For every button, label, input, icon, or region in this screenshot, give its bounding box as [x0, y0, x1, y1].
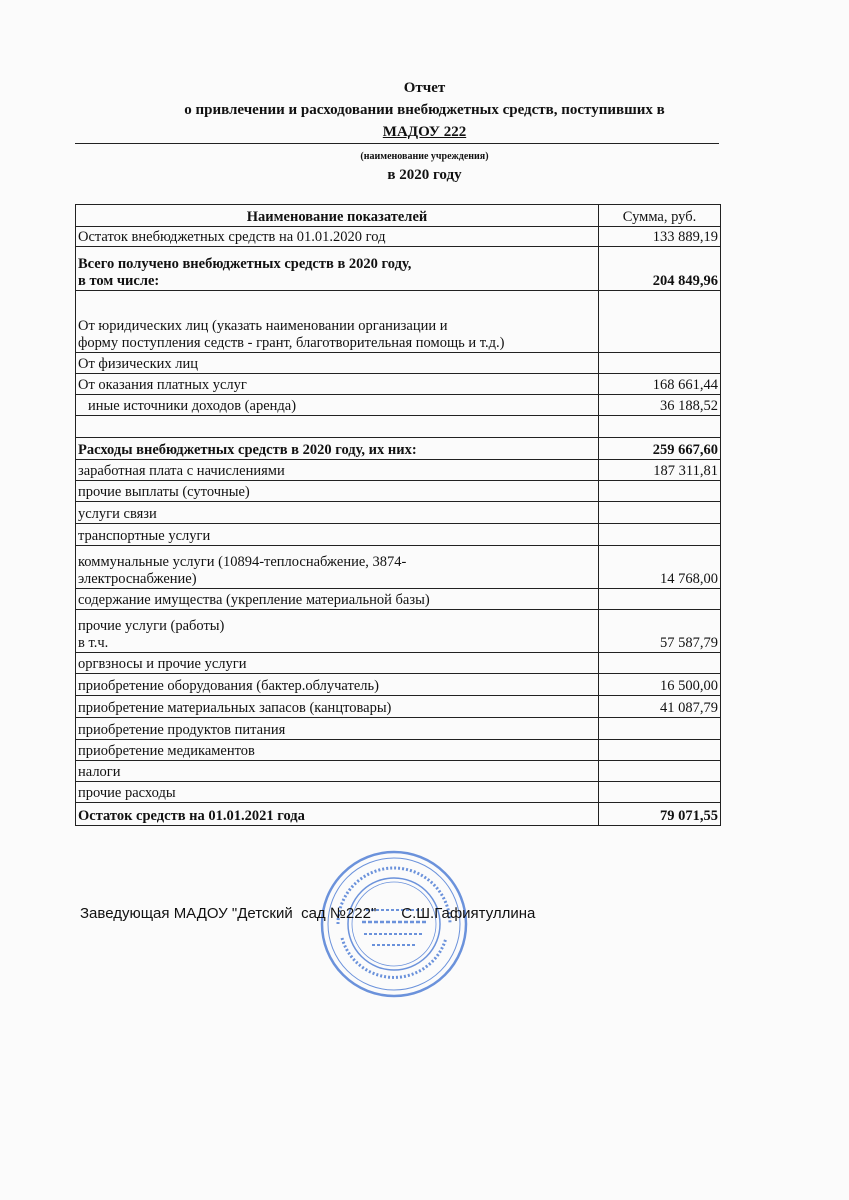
table-row	[76, 761, 721, 782]
row-name	[76, 416, 599, 438]
report-subtitle: о привлечении и расходовании внебюджетных средств, поступивших в	[184, 102, 665, 118]
table-row-empty	[76, 416, 721, 438]
row-name: От физических лиц	[76, 353, 599, 374]
row-value: 187 311,81	[599, 460, 721, 481]
table-row	[76, 247, 721, 291]
table-row	[76, 502, 721, 524]
row-value: 204 849,96	[599, 247, 721, 291]
table-row	[76, 524, 721, 546]
table-row	[76, 610, 721, 653]
row-name: оргвзносы и прочие услуги	[76, 653, 599, 674]
row-name: заработная плата с начислениями	[76, 460, 599, 481]
row-name	[76, 291, 599, 353]
row-name-line2: в том числе:	[78, 273, 160, 289]
table-row	[76, 696, 721, 718]
row-name: транспортные услуги	[76, 524, 599, 546]
row-value: 14 768,00	[599, 546, 721, 589]
table-row	[76, 460, 721, 481]
row-name: прочие расходы	[76, 782, 599, 803]
organization-underline	[75, 143, 719, 144]
row-value	[599, 481, 721, 502]
row-value	[599, 740, 721, 761]
row-value	[599, 524, 721, 546]
table-row	[76, 782, 721, 803]
row-name: услуги связи	[76, 502, 599, 524]
row-name	[76, 247, 599, 291]
row-name: Остаток средств на 01.01.2021 года	[76, 803, 599, 826]
row-value: 79 071,55	[599, 803, 721, 826]
row-value	[599, 718, 721, 740]
row-name-line1: Всего получено внебюджетных средств в 2020 году,	[78, 256, 412, 272]
column-header-sum: Сумма, руб.	[599, 205, 721, 227]
row-name: Остаток внебюджетных средств на 01.01.2020 год	[76, 227, 599, 247]
row-name-line1: От юридических лиц (указать наименовании организации и	[78, 318, 448, 334]
row-value: 168 661,44	[599, 374, 721, 395]
table-row	[76, 718, 721, 740]
table-row	[76, 546, 721, 589]
table-row-total	[76, 803, 721, 826]
row-name-line2: форму поступления седств - грант, благотворительная помощь и т.д.)	[78, 335, 505, 351]
row-value: 41 087,79	[599, 696, 721, 718]
organization-caption: (наименование учреждения)	[360, 151, 489, 162]
table-row	[76, 438, 721, 460]
row-value	[599, 782, 721, 803]
row-value	[599, 291, 721, 353]
column-header-name: Наименование показателей	[76, 205, 599, 227]
row-name: приобретение медикаментов	[76, 740, 599, 761]
row-name: приобретение материальных запасов (канцтовары)	[76, 696, 599, 718]
report-title: Отчет	[403, 80, 446, 96]
row-value: 133 889,19	[599, 227, 721, 247]
table-row	[76, 653, 721, 674]
row-value	[599, 653, 721, 674]
table-row	[76, 395, 721, 416]
signature-line: Заведующая МАДОУ "Детский сад №222" С.Ш.Гафиятуллина	[80, 905, 536, 922]
row-name: приобретение продуктов питания	[76, 718, 599, 740]
row-name-line1: коммунальные услуги (10894-теплоснабжение, 3874-	[78, 554, 407, 570]
report-year: в 2020 году	[387, 167, 462, 183]
row-value	[599, 353, 721, 374]
row-value: 16 500,00	[599, 674, 721, 696]
row-name: приобретение оборудования (бактер.облучатель)	[76, 674, 599, 696]
table-row	[76, 374, 721, 395]
row-name: прочие выплаты (суточные)	[76, 481, 599, 502]
table-row	[76, 740, 721, 761]
row-name: налоги	[76, 761, 599, 782]
row-name-line2: в т.ч.	[78, 635, 109, 651]
organization-name: МАДОУ 222	[382, 124, 467, 140]
table-row	[76, 353, 721, 374]
row-value	[599, 502, 721, 524]
table-row	[76, 481, 721, 502]
row-value: 259 667,60	[599, 438, 721, 460]
table-row	[76, 674, 721, 696]
table-row	[76, 589, 721, 610]
row-value: 36 188,52	[599, 395, 721, 416]
official-seal-icon	[318, 848, 470, 1000]
row-name	[76, 610, 599, 653]
row-value	[599, 416, 721, 438]
row-name-line2: электроснабжение)	[78, 571, 197, 587]
row-name: содержание имущества (укрепление материальной базы)	[76, 589, 599, 610]
report-table	[75, 204, 721, 826]
table-row	[76, 227, 721, 247]
row-name: Расходы внебюджетных средств в 2020 году, их них:	[76, 438, 599, 460]
row-name: От оказания платных услуг	[76, 374, 599, 395]
row-name-line1: прочие услуги (работы)	[78, 618, 225, 634]
table-row	[76, 291, 721, 353]
row-name	[76, 546, 599, 589]
table-header-row	[76, 205, 721, 227]
row-name: иные источники доходов (аренда)	[76, 395, 599, 416]
row-value	[599, 761, 721, 782]
row-value	[599, 589, 721, 610]
row-value: 57 587,79	[599, 610, 721, 653]
